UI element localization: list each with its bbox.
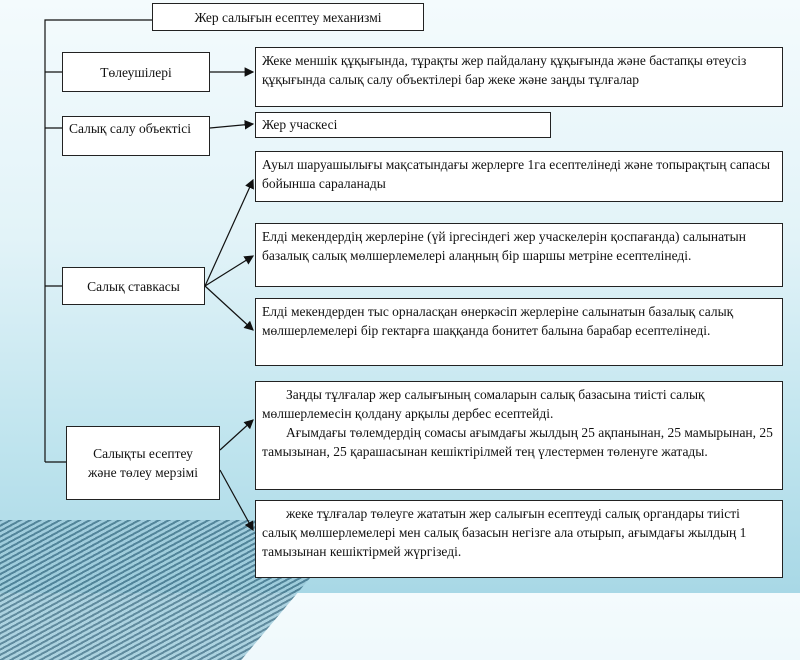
category-label: Төлеушілері xyxy=(100,64,172,80)
category-rates xyxy=(62,267,205,305)
category-terms xyxy=(66,426,220,500)
detail-text: Ағымдағы төлемдердің сомасы ағымдағы жылдың 25 ақпанынан, 25 мамырынан, 25 тамызынан, 25 қарашасынан кешіктірілмей тең үлестермен төленуге жатады. xyxy=(262,425,773,459)
detail-text: Жер учаскесі xyxy=(262,117,338,132)
arrow-rate-3 xyxy=(205,286,253,330)
diagram-title xyxy=(152,3,424,31)
arrow-term-1 xyxy=(220,420,253,450)
detail-rate-3 xyxy=(255,298,783,366)
detail-text: Елді мекендердің жерлеріне (үй іргесіндегі жер учаскелерін қоспағанда) салынатын базалық салық мөлшерлемелері алаңның бір шаршы метріне есептелінеді. xyxy=(262,229,746,263)
arrow-rate-1 xyxy=(205,180,253,286)
detail-rate-2 xyxy=(255,223,783,287)
detail-text: Заңды тұлғалар жер салығының сомаларын салық базасына тиісті салық мөлшерлемесін қолдану арқылы дербес есептейді. xyxy=(262,387,705,421)
detail-text: Елді мекендерден тыс орналасқан өнеркәсіп жерлеріне салынатын базалық салық мөлшерлемелері бір гектарға шаққанда бонитет балына барабар есептелінеді. xyxy=(262,304,734,338)
detail-rate-1 xyxy=(255,151,783,202)
detail-text: Ауыл шаруашылығы мақсатындағы жерлерге 1га есептелінеді және топырақтың сапасы бойынша сараланады xyxy=(262,157,771,191)
arrow-term-2 xyxy=(220,470,253,530)
category-objects xyxy=(62,116,210,156)
detail-term-1 xyxy=(255,381,783,490)
category-label: Салықты есептеу және төлеу мерзімі xyxy=(88,446,198,480)
category-payers xyxy=(62,52,210,92)
category-label: Салық салу объектісі xyxy=(69,121,192,136)
detail-text: жеке тұлғалар төлеуге жататын жер салығын есептеуді салық органдары тиісті салық мөлшерлемелері мен салық базасын негізге ала отырып, ағымдағы жылдың 1 тамызынан кешіктірмей жүргізеді. xyxy=(262,506,747,559)
detail-text: Жеке меншік құқығында, тұрақты жер пайдалану құқығында және бастапқы өтеусіз құқығында салық салу объектілері бар жеке және заңды тұлғалар xyxy=(262,53,747,87)
category-label: Салық ставкасы xyxy=(87,278,180,294)
detail-term-2 xyxy=(255,500,783,578)
detail-objects xyxy=(255,112,551,138)
arrow-objects xyxy=(210,124,253,128)
detail-payers xyxy=(255,47,783,107)
title-text: Жер салығын есептеу механизмі xyxy=(194,9,382,25)
